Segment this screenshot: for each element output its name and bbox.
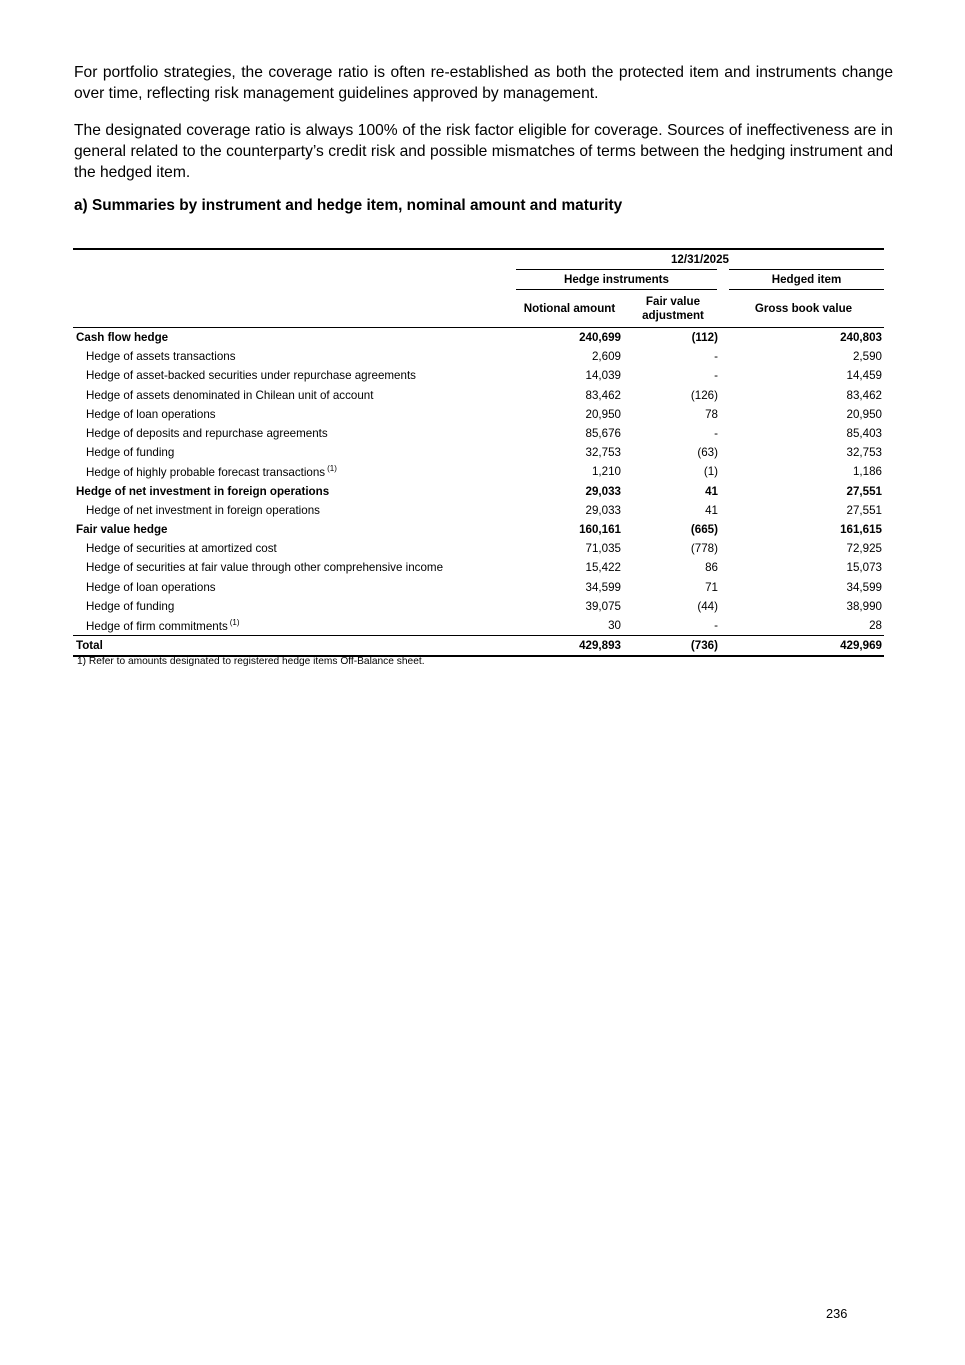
gross-book-value: 72,925 xyxy=(846,542,882,556)
footnote-marker: (1) xyxy=(229,617,240,627)
gross-book-value: 38,990 xyxy=(846,599,882,613)
gross-book-value: 32,753 xyxy=(846,446,882,460)
table-date-header: 12/31/2025 xyxy=(516,250,884,270)
gross-book-value: 28 xyxy=(869,618,882,632)
notional-amount-header: Notional amount xyxy=(516,290,623,328)
fair-value-adjustment-value: - xyxy=(714,618,718,632)
hedge-instruments-header: Hedge instruments xyxy=(516,270,723,290)
table-footnote: 1) Refer to amounts designated to registered hedge items Off-Balance sheet. xyxy=(77,656,425,667)
gross-book-value: 85,403 xyxy=(846,427,882,441)
gross-book-value: 14,459 xyxy=(846,369,882,383)
notional-value: 20,950 xyxy=(585,407,621,421)
gross-book-value: 1,186 xyxy=(852,465,882,479)
row-label: Hedge of securities at fair value through other comprehensive income xyxy=(86,561,444,575)
fair-value-adjustment-value: (778) xyxy=(690,542,718,556)
notional-value: 1,210 xyxy=(591,465,621,479)
table-row xyxy=(73,577,884,596)
intro-paragraph-2: The designated coverage ratio is always 100% of the risk factor eligible for coverage. Sources of ineffectiveness are in general related to the counterparty’s credit risk and possible mismatches of terms between the hedging instrument and the hedged item. xyxy=(74,122,893,181)
row-label-text: Hedge of firm commitments xyxy=(86,619,228,633)
gross-book-value: 2,590 xyxy=(852,350,882,364)
table-row xyxy=(73,347,884,366)
notional-value: 160,161 xyxy=(579,522,621,536)
gross-book-value: 83,462 xyxy=(846,388,882,402)
table-row xyxy=(73,558,884,577)
total-row xyxy=(73,636,884,657)
table-row xyxy=(73,539,884,558)
notional-value: 34,599 xyxy=(585,580,621,594)
table-row xyxy=(73,443,884,462)
footnote-marker: (1) xyxy=(327,464,337,474)
gross-book-value-header: Gross book value xyxy=(723,290,884,328)
notional-value: 240,699 xyxy=(579,331,621,345)
table-row xyxy=(73,386,884,405)
notional-value: 2,609 xyxy=(591,350,621,364)
fair-value-adjustment-value: (126) xyxy=(690,388,718,402)
gross-book-value: 27,551 xyxy=(846,484,882,498)
row-label: Hedge of asset-backed securities under repurchase agreements xyxy=(86,369,416,383)
fair-value-adjustment-value: (44) xyxy=(697,599,718,613)
notional-value: 30 xyxy=(608,618,621,632)
row-label: Hedge of assets denominated in Chilean unit of account xyxy=(86,388,374,402)
row-label xyxy=(73,616,516,636)
fair-value-adjustment-value: 78 xyxy=(705,407,718,421)
total-notional-value: 429,893 xyxy=(516,636,623,657)
fair-value-adjustment-value: - xyxy=(714,350,718,364)
row-label: Fair value hedge xyxy=(76,522,168,536)
hedged-item-header: Hedged item xyxy=(723,270,884,290)
notional-value: 39,075 xyxy=(585,599,621,613)
intro-paragraph-1: For portfolio strategies, the coverage ratio is often re-established as both the protected item and instruments change over time, reflecting risk management guidelines approved by management. xyxy=(74,64,893,102)
row-label: Cash flow hedge xyxy=(76,331,169,345)
table-row xyxy=(73,520,884,539)
hedge-summary-table xyxy=(73,248,884,657)
table-row xyxy=(73,597,884,616)
table-row xyxy=(73,328,884,348)
notional-value: 29,033 xyxy=(585,484,621,498)
fair-value-adjustment-value: (665) xyxy=(690,522,718,536)
row-label: Hedge of funding xyxy=(86,446,175,460)
gross-book-value: 161,615 xyxy=(840,522,882,536)
row-label: Hedge of net investment in foreign operations xyxy=(86,503,320,517)
total-gross-book-value: 429,969 xyxy=(723,636,884,657)
notional-value: 32,753 xyxy=(585,446,621,460)
fair-value-adjustment-value: 41 xyxy=(705,484,718,498)
total-label: Total xyxy=(73,636,516,657)
row-label: Hedge of loan operations xyxy=(86,580,216,594)
row-label-text: Hedge of highly probable forecast transactions xyxy=(86,466,326,480)
fair-value-adjustment-value: (1) xyxy=(703,465,718,479)
fair-value-adjustment-value: 41 xyxy=(705,503,718,517)
table-row xyxy=(73,482,884,501)
table-row xyxy=(73,616,884,636)
row-label: Hedge of securities at amortized cost xyxy=(86,542,277,556)
notional-value: 83,462 xyxy=(585,388,621,402)
total-fair-value-adjustment: (736) xyxy=(623,636,723,657)
row-label: Hedge of funding xyxy=(86,599,175,613)
section-heading: a) Summaries by instrument and hedge item, nominal amount and maturity xyxy=(74,197,623,214)
gross-book-value: 15,073 xyxy=(846,561,882,575)
row-label: Hedge of deposits and repurchase agreements xyxy=(86,427,328,441)
notional-value: 29,033 xyxy=(585,503,621,517)
row-label: Hedge of loan operations xyxy=(86,407,216,421)
fair-value-adjustment-value: (63) xyxy=(697,446,718,460)
row-label: Hedge of net investment in foreign operations xyxy=(76,484,330,498)
table-row xyxy=(73,405,884,424)
fair-value-adjustment-value: - xyxy=(714,369,718,383)
fair-value-adjustment-header: Fair value adjustment xyxy=(623,290,723,328)
row-label xyxy=(73,462,516,481)
fair-value-adjustment-value: 86 xyxy=(705,561,718,575)
table-row xyxy=(73,424,884,443)
notional-value: 85,676 xyxy=(585,427,621,441)
table-row xyxy=(73,501,884,520)
notional-value: 14,039 xyxy=(585,369,621,383)
fair-value-adjustment-value: (112) xyxy=(691,331,718,345)
fair-value-adjustment-value: - xyxy=(714,427,718,441)
gross-book-value: 34,599 xyxy=(846,580,882,594)
gross-book-value: 240,803 xyxy=(840,331,882,345)
row-label: Hedge of assets transactions xyxy=(86,350,236,364)
table-row xyxy=(73,366,884,385)
notional-value: 15,422 xyxy=(585,561,621,575)
page-number: 236 xyxy=(826,1306,848,1321)
gross-book-value: 27,551 xyxy=(846,503,882,517)
fair-value-adjustment-value: 71 xyxy=(705,580,718,594)
table-row xyxy=(73,462,884,481)
notional-value: 71,035 xyxy=(585,542,621,556)
gross-book-value: 20,950 xyxy=(846,407,882,421)
